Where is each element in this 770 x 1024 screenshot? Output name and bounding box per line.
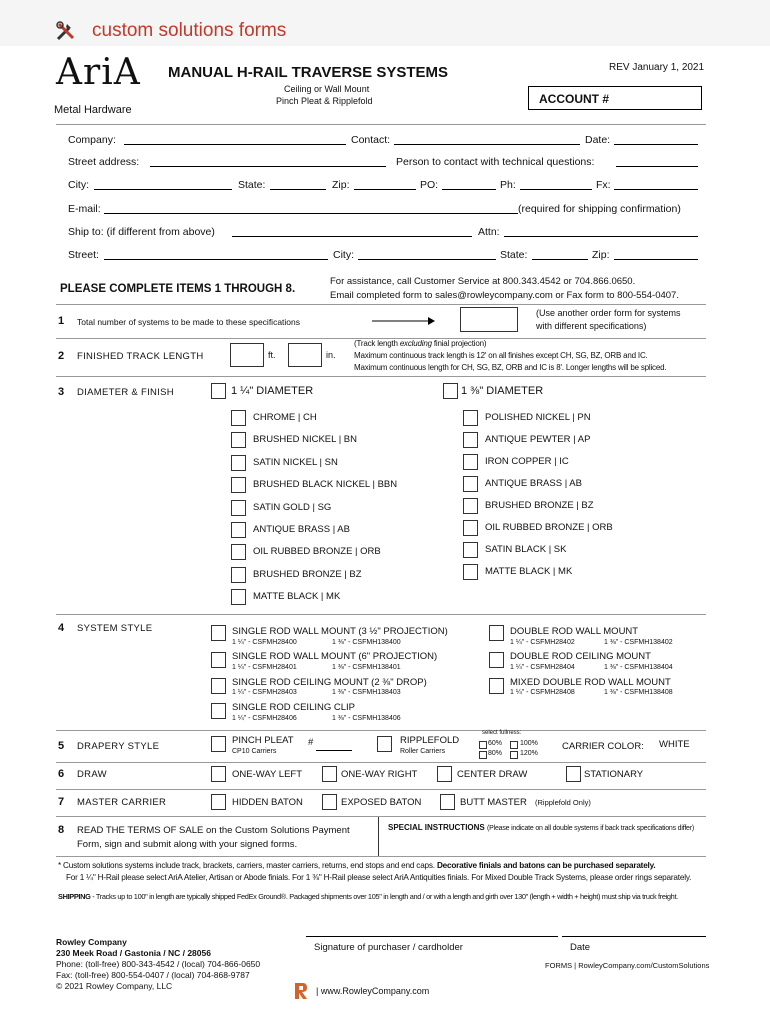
- city-input[interactable]: [94, 189, 232, 190]
- single-ceiling-clip-label: SINGLE ROD CEILING CLIP: [232, 702, 356, 713]
- po-label: PO:: [420, 179, 439, 191]
- stationary-checkbox[interactable]: [566, 766, 581, 782]
- item-3-label: DIAMETER & FINISH: [77, 387, 174, 398]
- ship-street-label: Street:: [68, 249, 99, 261]
- divider: [56, 614, 706, 615]
- divider: [56, 376, 706, 377]
- item-2-note-2: Maximum continuous track length is 12' on all finishes except CH, SG, BZ, ORB and IC.: [354, 351, 648, 360]
- diameter-1-25-label: 1 ¼" DIAMETER: [231, 385, 314, 397]
- attn-input[interactable]: [504, 236, 698, 237]
- footer-fax: Fax: (toll-free) 800-554-0407 / (local) 704-868-9787: [56, 970, 250, 980]
- double-ceiling-sku-a: 1 ¼" - CSFMH28404: [510, 664, 575, 671]
- left-finish-checkbox[interactable]: [231, 567, 246, 583]
- pinch-pleat-label: PINCH PLEAT: [232, 735, 294, 746]
- left-finish-label: CHROME | CH: [253, 412, 317, 423]
- item-2-note-1: (Track length excluding finial projection): [354, 339, 487, 348]
- single-wall-6-sku-b: 1 ⅜" - CSFMH138401: [332, 664, 401, 671]
- form-title: MANUAL H-RAIL TRAVERSE SYSTEMS: [168, 64, 449, 81]
- form-subtitle-2: Pinch Pleat & Ripplefold: [276, 96, 373, 106]
- date-label: Date:: [585, 134, 611, 146]
- aria-logo: AriA: [56, 52, 141, 93]
- fullness-120-checkbox[interactable]: [510, 751, 518, 759]
- double-wall-sku-a: 1 ¼" - CSFMH28402: [510, 639, 575, 646]
- brand-title: custom solutions forms: [92, 20, 287, 41]
- fullness-60-label: 60%: [488, 740, 503, 747]
- single-wall-6-sku-a: 1 ¼" - CSFMH28401: [232, 664, 297, 671]
- single-wall-3.5-checkbox[interactable]: [211, 625, 226, 641]
- carrier-color-label: CARRIER COLOR:: [562, 741, 644, 752]
- email-label: E-mail:: [68, 203, 101, 215]
- note-2: For 1 ¼" H-Rail please select AriA Atelier, Artisan or Abode finials. For 1 ⅜" H-Rail please select AriA Antiquities finials. For Mixed Double Track Systems, please order rings separately.: [66, 873, 692, 882]
- left-finish-checkbox[interactable]: [231, 544, 246, 560]
- attn-label: Attn:: [478, 226, 500, 238]
- single-wall-6-checkbox[interactable]: [211, 652, 226, 668]
- phone-label: Ph:: [500, 179, 516, 191]
- right-finish-label: OIL RUBBED BRONZE | ORB: [485, 522, 613, 533]
- state-input[interactable]: [270, 189, 326, 190]
- date-input[interactable]: [614, 144, 698, 145]
- right-finish-checkbox[interactable]: [463, 564, 478, 580]
- divider: [56, 856, 706, 857]
- left-finish-checkbox[interactable]: [231, 522, 246, 538]
- divider: [56, 730, 706, 731]
- account-number-field[interactable]: ACCOUNT #: [528, 86, 702, 110]
- ripplefold-sub: Roller Carriers: [400, 748, 446, 755]
- fullness-100-checkbox[interactable]: [510, 741, 518, 749]
- mixed-double-sku-a: 1 ¼" - CSFMH28408: [510, 689, 575, 696]
- single-ceiling-clip-checkbox[interactable]: [211, 703, 226, 719]
- assistance-email: Email completed form to sales@rowleycompany.com or Fax form to 800-554-0407.: [330, 290, 679, 301]
- item-1-note-2: with different specifications): [536, 321, 647, 331]
- contact-label: Contact:: [351, 134, 391, 146]
- divider: [56, 789, 706, 790]
- item-1-label: Total number of systems to be made to these specifications: [77, 317, 301, 327]
- item-7-number: 7: [58, 796, 65, 808]
- item-1-number: 1: [58, 315, 65, 327]
- right-finish-label: POLISHED NICKEL | PN: [485, 412, 591, 423]
- left-finish-checkbox[interactable]: [231, 589, 246, 605]
- po-input[interactable]: [442, 189, 496, 190]
- aria-logo-subtitle: Metal Hardware: [54, 104, 132, 116]
- right-finish-label: ANTIQUE PEWTER | AP: [485, 434, 591, 445]
- signature-label: Signature of purchaser / cardholder: [314, 942, 463, 953]
- fax-label: Fx:: [596, 179, 611, 191]
- center-draw-label: CENTER DRAW: [457, 769, 528, 780]
- signature-date-input[interactable]: [562, 936, 706, 937]
- exposed-baton-checkbox[interactable]: [322, 794, 337, 810]
- double-wall-sku-b: 1 ⅜" - CSFMH138402: [604, 639, 673, 646]
- instructions-heading: PLEASE COMPLETE ITEMS 1 THROUGH 8.: [60, 283, 296, 295]
- single-ceiling-sku-b: 1 ⅜" - CSFMH138403: [332, 689, 401, 696]
- tech-contact-input[interactable]: [616, 166, 698, 167]
- forms-url[interactable]: FORMS | RowleyCompany.com/CustomSolutions: [545, 961, 710, 970]
- left-finish-label: BRUSHED BRONZE | BZ: [253, 568, 362, 580]
- left-finish-label: MATTE BLACK | MK: [253, 591, 341, 603]
- revision-date: REV January 1, 2021: [609, 62, 705, 73]
- item-6-label: DRAW: [77, 769, 107, 780]
- one-way-right-label: ONE-WAY RIGHT: [341, 769, 418, 780]
- item-5-number: 5: [58, 740, 65, 752]
- item-8-number: 8: [58, 824, 65, 836]
- ship-to-input[interactable]: [232, 236, 472, 237]
- left-finish-checkbox[interactable]: [231, 410, 246, 426]
- company-input[interactable]: [124, 144, 346, 145]
- mixed-double-sku-b: 1 ⅜" - CSFMH138408: [604, 689, 673, 696]
- website-link[interactable]: | www.RowleyCompany.com: [316, 986, 430, 996]
- ripplefold-checkbox[interactable]: [377, 736, 392, 752]
- fullness-120-label: 120%: [520, 750, 538, 757]
- inches-unit: in.: [326, 350, 336, 360]
- butt-master-checkbox[interactable]: [440, 794, 455, 810]
- footer-company: Rowley Company: [56, 937, 127, 947]
- hidden-baton-checkbox[interactable]: [211, 794, 226, 810]
- diameter-1-25-checkbox[interactable]: [211, 383, 226, 399]
- left-finish-checkbox[interactable]: [231, 500, 246, 516]
- form-subtitle-1: Ceiling or Wall Mount: [284, 84, 370, 94]
- item-8-text-1: READ THE TERMS OF SALE on the Custom Solutions Payment: [77, 825, 350, 836]
- note-1: * Custom solutions systems include track, brackets, carriers, master carriers, returns, end stops and end caps. Decorative finials and batons can be purchased separately.: [58, 861, 656, 870]
- feet-unit: ft.: [268, 350, 276, 360]
- fullness-80-label: 80%: [488, 750, 503, 757]
- special-instructions-label: SPECIAL INSTRUCTIONS (Please indicate on all double systems if back track specifications differ): [388, 823, 695, 832]
- street-label: Street address:: [68, 156, 140, 168]
- item-1-note-1: (Use another order form for systems: [536, 308, 681, 318]
- right-finish-checkbox[interactable]: [463, 542, 478, 558]
- left-finish-label: SATIN GOLD | SG: [253, 501, 332, 513]
- rowley-logo-icon: [294, 982, 308, 1000]
- item-2-number: 2: [58, 350, 65, 362]
- company-label: Company:: [68, 134, 116, 146]
- mixed-double-checkbox[interactable]: [489, 678, 504, 694]
- left-finish-label: BRUSHED NICKEL | BN: [253, 434, 357, 446]
- divider: [56, 304, 706, 305]
- track-length-feet-input[interactable]: [230, 343, 264, 367]
- left-finish-label: SATIN NICKEL | SN: [253, 456, 338, 468]
- fax-input[interactable]: [614, 189, 698, 190]
- ship-state-input[interactable]: [532, 259, 588, 260]
- item-2-note-3: Maximum continuous length for CH, SG, BZ, ORB and IC is 8'. Longer lengths will be spliced.: [354, 363, 667, 372]
- tools-icon: [55, 20, 77, 42]
- ship-zip-input[interactable]: [614, 259, 698, 260]
- pinch-pleat-checkbox[interactable]: [211, 736, 226, 752]
- ship-city-input[interactable]: [358, 259, 496, 260]
- double-wall-checkbox[interactable]: [489, 625, 504, 641]
- ship-state-label: State:: [500, 249, 528, 261]
- state-label: State:: [238, 179, 266, 191]
- divider: [56, 762, 706, 763]
- right-finish-checkbox[interactable]: [463, 432, 478, 448]
- right-finish-label: MATTE BLACK | MK: [485, 566, 573, 577]
- item-5-label: DRAPERY STYLE: [77, 741, 160, 752]
- one-way-left-label: ONE-WAY LEFT: [232, 769, 303, 780]
- footer-address: 230 Meek Road / Gastonia / NC / 28056: [56, 948, 211, 958]
- item-8-text-2: Form, sign and submit along with your signed forms.: [77, 839, 298, 850]
- exposed-baton-label: EXPOSED BATON: [341, 797, 422, 808]
- tech-contact-label: Person to contact with technical questions:: [396, 156, 595, 168]
- stationary-label: STATIONARY: [584, 769, 644, 780]
- right-finish-label: SATIN BLACK | SK: [485, 544, 567, 555]
- item-7-label: MASTER CARRIER: [77, 797, 167, 808]
- left-finish-checkbox[interactable]: [231, 477, 246, 493]
- footer-copyright: © 2021 Rowley Company, LLC: [56, 981, 173, 991]
- fullness-100-label: 100%: [520, 740, 538, 747]
- ship-city-label: City:: [333, 249, 354, 261]
- right-finish-label: BRUSHED BRONZE | BZ: [485, 500, 594, 511]
- zip-input[interactable]: [354, 189, 416, 190]
- left-finish-checkbox[interactable]: [231, 455, 246, 471]
- divider: [56, 124, 706, 125]
- mixed-double-label: MIXED DOUBLE ROD WALL MOUNT: [510, 677, 671, 688]
- systems-count-input[interactable]: [460, 307, 518, 332]
- single-ceiling-label: SINGLE ROD CEILING MOUNT (2 ⅜" DROP): [232, 677, 427, 688]
- ship-street-input[interactable]: [104, 259, 328, 260]
- right-finish-checkbox[interactable]: [463, 454, 478, 470]
- single-ceiling-clip-sku-a: 1 ¼" - CSFMH28406: [232, 715, 297, 722]
- pinch-pleat-hash: #: [308, 737, 314, 748]
- left-finish-label: BRUSHED BLACK NICKEL | BBN: [253, 479, 398, 491]
- single-wall-3.5-label: SINGLE ROD WALL MOUNT (3 ½" PROJECTION): [232, 626, 448, 637]
- track-length-inches-input[interactable]: [288, 343, 322, 367]
- one-way-left-checkbox[interactable]: [211, 766, 226, 782]
- contact-input[interactable]: [394, 144, 580, 145]
- carrier-color-value: WHITE: [659, 739, 690, 750]
- email-input[interactable]: [104, 213, 518, 214]
- left-finish-label: OIL RUBBED BRONZE | ORB: [253, 546, 381, 558]
- assistance-phone: For assistance, call Customer Service at 800.343.4542 or 704.866.0650.: [330, 276, 636, 287]
- item-3-number: 3: [58, 386, 65, 398]
- ripplefold-label: RIPPLEFOLD: [400, 735, 460, 746]
- street-input[interactable]: [150, 166, 386, 167]
- email-note: (required for shipping confirmation): [518, 203, 681, 215]
- item-4-label: SYSTEM STYLE: [77, 623, 153, 634]
- butt-master-note: (Ripplefold Only): [535, 798, 591, 807]
- phone-input[interactable]: [520, 189, 592, 190]
- right-finish-checkbox[interactable]: [463, 476, 478, 492]
- double-ceiling-checkbox[interactable]: [489, 652, 504, 668]
- item-4-number: 4: [58, 622, 65, 634]
- center-draw-checkbox[interactable]: [437, 766, 452, 782]
- single-wall-3.5-sku-b: 1 ⅜" - CSFMH138400: [332, 639, 401, 646]
- ship-zip-label: Zip:: [592, 249, 610, 261]
- left-finish-label: ANTIQUE BRASS | AB: [253, 524, 350, 535]
- signature-date-label: Date: [570, 942, 591, 953]
- single-wall-3.5-sku-a: 1 ¼" - CSFMH28400: [232, 639, 297, 646]
- right-finish-checkbox[interactable]: [463, 410, 478, 426]
- fullness-60-checkbox[interactable]: [479, 741, 487, 749]
- footer-phone: Phone: (toll-free) 800-343-4542 / (local) 704-866-0650: [56, 959, 261, 969]
- right-finish-checkbox[interactable]: [463, 520, 478, 536]
- single-ceiling-sku-a: 1 ¼" - CSFMH28403: [232, 689, 297, 696]
- right-finish-label: ANTIQUE BRASS | AB: [485, 478, 582, 489]
- single-wall-6-label: SINGLE ROD WALL MOUNT (6" PROJECTION): [232, 651, 438, 662]
- zip-label: Zip:: [332, 179, 350, 191]
- double-ceiling-sku-b: 1 ⅜" - CSFMH138404: [604, 664, 673, 671]
- hidden-baton-label: HIDDEN BATON: [232, 797, 303, 808]
- shipping-note: SHIPPING - Tracks up to 100" in length are typically shipped FedEx Ground®. Packaged shipments over 105" in length and / or with a length and girth over 130" (length + width + height) must ship via truck freight.: [58, 892, 678, 901]
- ship-to-label: Ship to: (if different from above): [68, 226, 215, 238]
- city-label: City:: [68, 179, 89, 191]
- diameter-1-375-label: 1 ⅜" DIAMETER: [461, 385, 544, 397]
- fullness-80-checkbox[interactable]: [479, 751, 487, 759]
- item-6-number: 6: [58, 768, 65, 780]
- right-finish-label: IRON COPPER | IC: [485, 456, 569, 467]
- diameter-1-375-checkbox[interactable]: [443, 383, 458, 399]
- left-finish-checkbox[interactable]: [231, 432, 246, 448]
- double-wall-label: DOUBLE ROD WALL MOUNT: [510, 626, 639, 637]
- single-ceiling-clip-sku-b: 1 ⅜" - CSFMH138406: [332, 715, 401, 722]
- double-ceiling-label: DOUBLE ROD CEILING MOUNT: [510, 651, 651, 662]
- fullness-label: select fullness:: [482, 730, 522, 736]
- one-way-right-checkbox[interactable]: [322, 766, 337, 782]
- arrow-right-icon: [372, 315, 436, 327]
- single-ceiling-checkbox[interactable]: [211, 678, 226, 694]
- item-2-label: FINISHED TRACK LENGTH: [77, 351, 204, 362]
- signature-input[interactable]: [306, 936, 558, 937]
- right-finish-checkbox[interactable]: [463, 498, 478, 514]
- butt-master-label: BUTT MASTER: [460, 797, 527, 808]
- pinch-pleat-sub: CP10 Carriers: [232, 748, 277, 755]
- pinch-pleat-count-input[interactable]: [316, 750, 352, 751]
